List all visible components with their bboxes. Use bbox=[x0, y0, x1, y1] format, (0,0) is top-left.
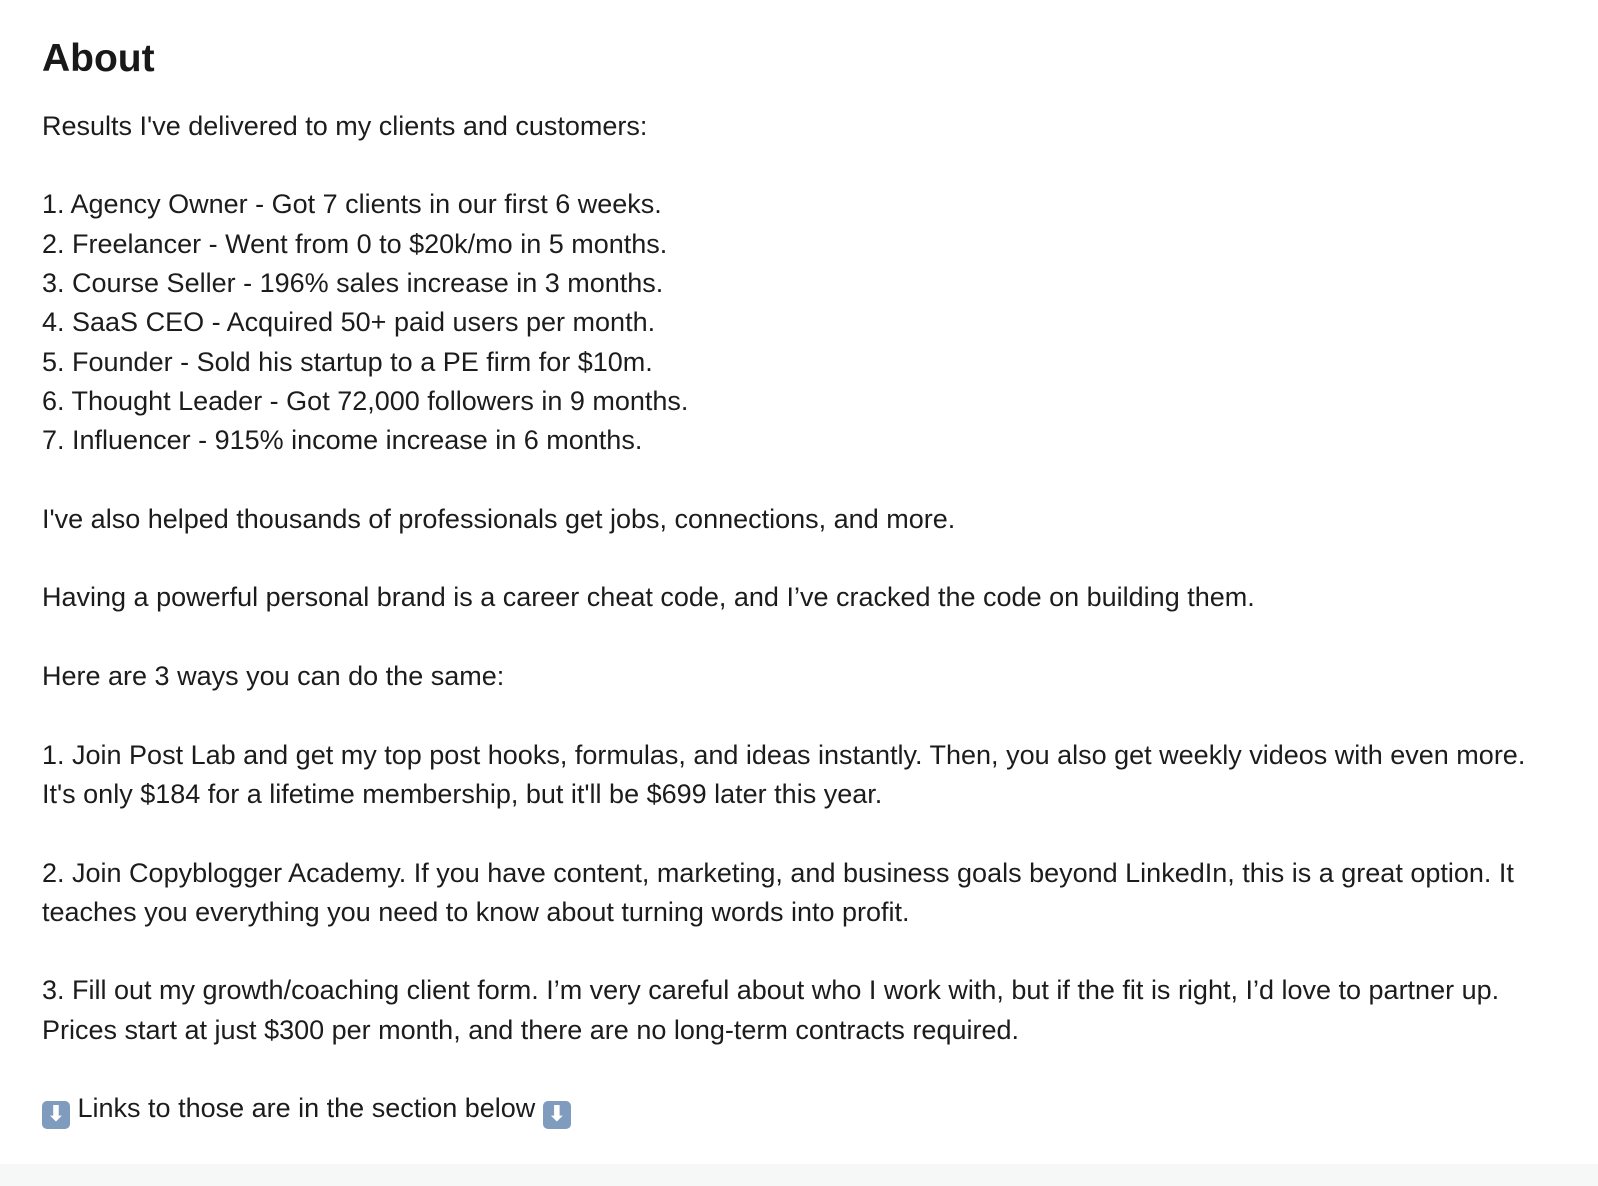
way-item-copyblogger: 2. Join Copyblogger Academy. If you have content, marketing, and business goals beyond LinkedIn, this is a great option. It teaches you everything you need to know about turning words into profit. bbox=[42, 857, 1514, 927]
way-item-coaching: 3. Fill out my growth/coaching client form. I’m very careful about who I work with, but if the fit is right, I’d love to partner up. Prices start at just $300 per month, and there are no long-term contracts required. bbox=[42, 975, 1500, 1045]
brand-line: Having a powerful personal brand is a career cheat code, and I’ve cracked the code on building them. bbox=[42, 582, 1255, 613]
about-heading: About bbox=[42, 37, 155, 80]
intro-line: Results I've delivered to my clients and customers: bbox=[42, 110, 648, 141]
result-item: 7. Influencer - 915% income increase in 6 months. bbox=[42, 425, 643, 456]
results-list bbox=[42, 185, 1562, 460]
result-item: 2. Freelancer - Went from 0 to $20k/mo in 5 months. bbox=[42, 228, 668, 259]
links-note-text: Links to those are in the section below bbox=[77, 1093, 536, 1124]
result-item: 6. Thought Leader - Got 72,000 followers in 9 months. bbox=[42, 385, 689, 416]
bottom-divider bbox=[0, 1164, 1598, 1186]
result-item: 1. Agency Owner - Got 7 clients in our first 6 weeks. bbox=[42, 189, 662, 220]
result-item: 4. SaaS CEO - Acquired 50+ paid users per month. bbox=[42, 307, 656, 338]
way-item-post-lab: 1. Join Post Lab and get my top post hooks, formulas, and ideas instantly. Then, you also get weekly videos with even more. It's only $184 for a lifetime membership, but it'll be $699 later this year. bbox=[42, 739, 1526, 809]
ways-intro-line: Here are 3 ways you can do the same: bbox=[42, 661, 505, 692]
down-arrow-emoji-icon: ⬇ bbox=[543, 1101, 571, 1129]
links-note-line bbox=[42, 1089, 1562, 1129]
helped-line: I've also helped thousands of professionals get jobs, connections, and more. bbox=[42, 503, 956, 534]
down-arrow-emoji-icon: ⬇ bbox=[42, 1101, 70, 1129]
result-item: 3. Course Seller - 196% sales increase in 3 months. bbox=[42, 268, 664, 299]
result-item: 5. Founder - Sold his startup to a PE firm for $10m. bbox=[42, 346, 653, 377]
about-text bbox=[42, 107, 1562, 1129]
